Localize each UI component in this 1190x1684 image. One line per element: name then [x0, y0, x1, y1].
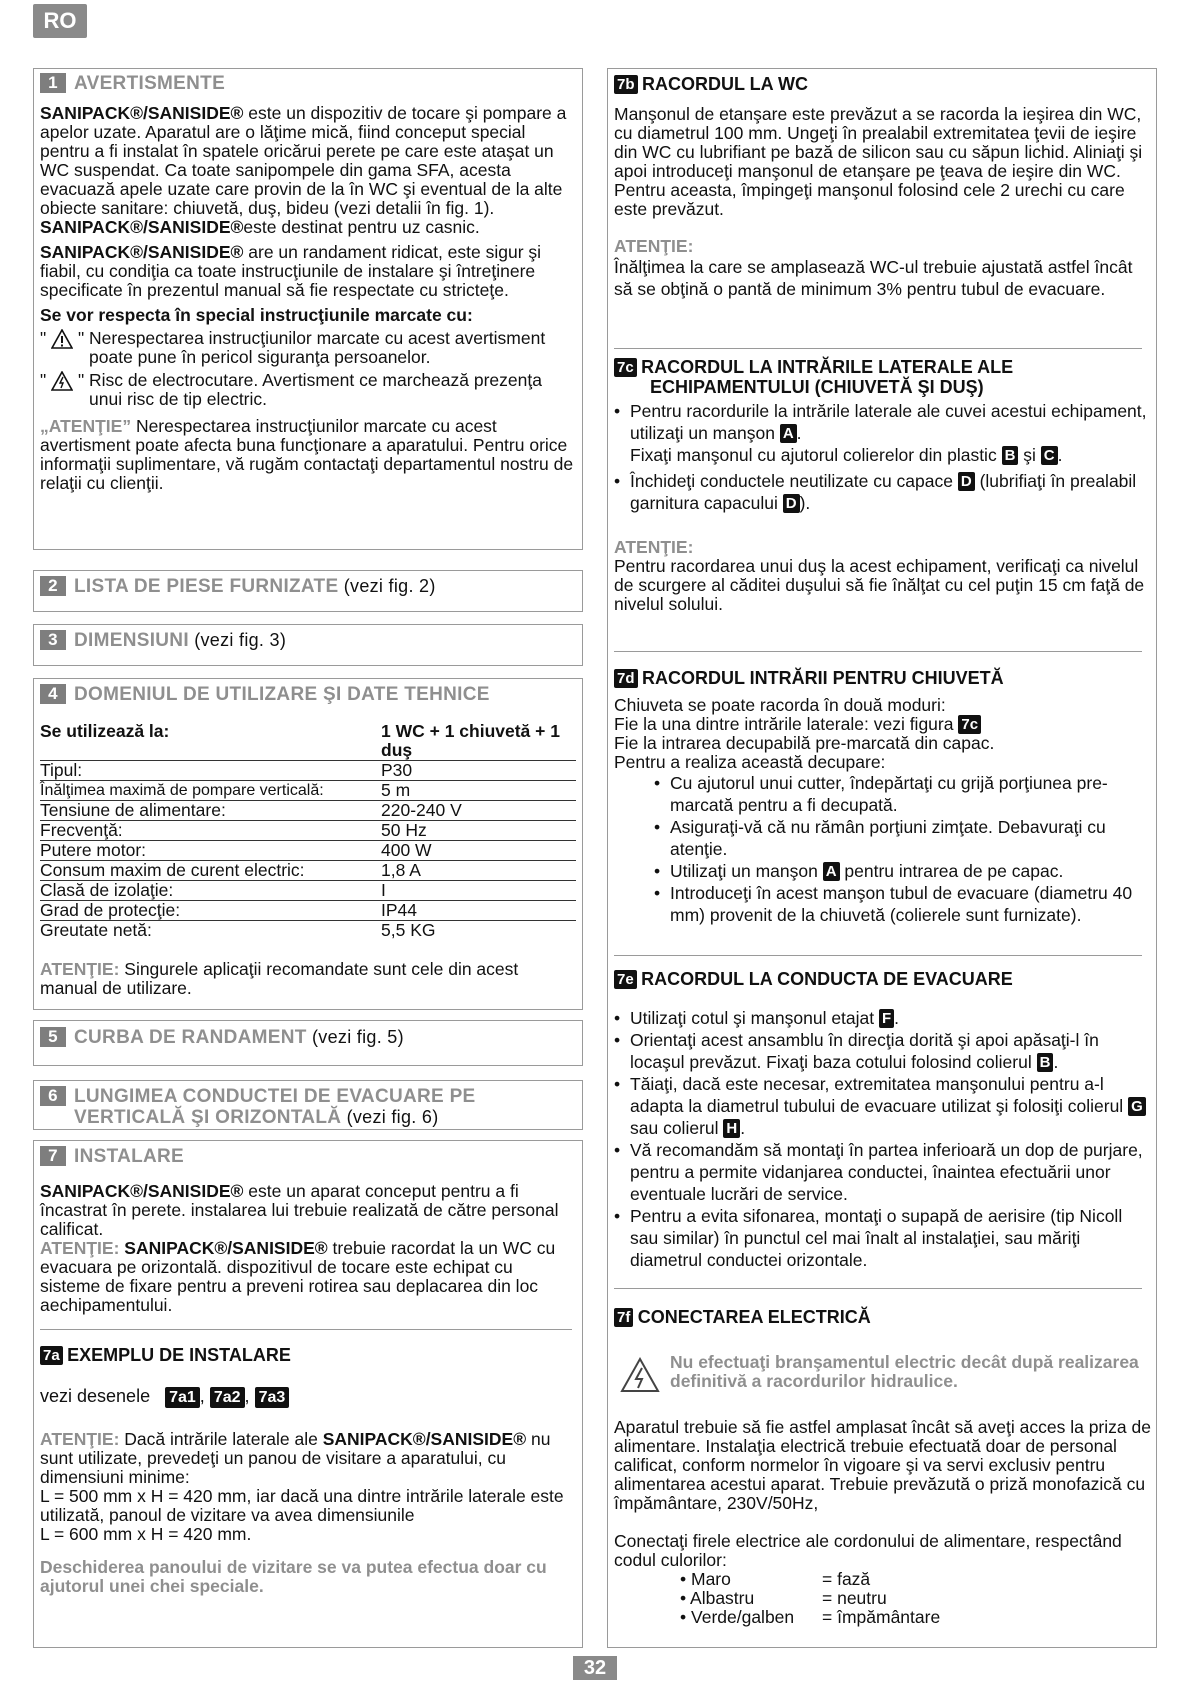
language-badge: RO [33, 4, 87, 38]
table-row: Înălţimea maximă de pompare verticală: 5 m [40, 781, 576, 801]
list-item: • Pentru racordurile la intrările laterale ale cuvei acestui echipament, utilizaţi un manşon A . Fixaţi manşonul cu ajutorul colierelor din plastic B şi C . [614, 400, 1150, 466]
figure-ref: 7a1 [165, 1387, 200, 1408]
table-row: Putere motor: 400 W [40, 841, 576, 861]
electric-warning: Nu efectuaţi branşamentul electric decât după realizarea definitivă a racordurilor hidraulice. [620, 1353, 1150, 1393]
list-item: • Tăiaţi, dacă este necesar, extremitatea manşonului pentru a-l adapta la diametrul tubului de evacuare utilizat şi folosiţi colierul G sau colierul H . [614, 1073, 1154, 1139]
section-7-heading: 7 INSTALARE [40, 1146, 184, 1168]
section-7f-body: Aparatul trebuie să fie astfel amplasat încât să aveţi acces la priza de alimentare. Instalaţia electrică trebuie efectuată doar de personal calificat, conform normelor în vigoare şi va servi exclusiv pentru alimentarea acestui aparat. Trebuie prevăzută o priză monofazică cu împământare, 230V/50Hz, Conectaţi firele electrice ale cordonului de alimentare, respectând codul culorilor: • Maro = fază • Albastru = neutru • Verde/galben = împământare [614, 1418, 1154, 1627]
section-1-body: SANIPACK®/SANISIDE® este un dispozitiv de tocare şi pompare a apelor uzate. Aparatul are o lăţime mică, fiind conceput special pentru a fi instalat în spatele oricărui perete pe care este ataşat un WC suspendat. Ca toate sanipompele din gama SFA, acesta evacuază apele uzate care provin de la în WC şi eventual de la alte obiecte sanitare: chiuvetă, duş, bideu (vezi detalii în fig. 1). SANIPACK®/SANISIDE®este destinat pentru uz casnic. SANIPACK®/SANISIDE® are un randament ridicat, este sigur şi fiabil, cu condiţia ca toate instrucţiunile de instalare şi întreţinere specificate în prezentul manual să fie respectate cu stricteţe. Se vor respecta în special instrucţiunile marcate cu: " " Nerespectarea instrucţiunilor marcate cu acest avertisment poate pune în pericol siguranţa persoanelor. " " Risc de electrocutare. Avertisment ce marchează prezenţa unui risc de tip electric. „ATENŢIE” Nerespectarea instrucţiunilor marcate cu acest avertisment poate afecta buna funcţionare a aparatului. Pentru orice informaţii suplimentare, vă rugăm contactaţi departamentul nostru de relaţii cu clienţii. [40, 103, 574, 493]
section-7-body: SANIPACK®/SANISIDE® este un aparat conceput pentru a fi încastrat în perete. instalarea lui trebuie realizată de către personal calificat. ATENŢIE: SANIPACK®/SANISIDE® trebuie racordat la un WC cu evacuara pe orizontală. dispozitivul de tocare este echipat cu sisteme de fixare pentru a preveni rotirea sau deplacarea din loc aechipamentului. [40, 1181, 559, 1315]
section-7a-see-drawings: vezi desenele 7a1 , 7a2 , 7a3 [40, 1386, 289, 1408]
section-7d-heading: 7d RACORDUL INTRĂRII PENTRU CHIUVETĂ [614, 668, 1004, 689]
section-3-heading: 3 DIMENSIUNI (vezi fig. 3) [40, 630, 286, 652]
list-item: • Închideţi conductele neutilizate cu capace D (lubrifiaţi în prealabil garnitura capacului D ). [614, 470, 1150, 514]
electric-hazard-icon [620, 1357, 660, 1393]
list-item: • Cu ajutorul unui cutter, îndepărtaţi cu grijă porţiunea pre-marcată pentru a fi decupată. [654, 772, 1150, 816]
table-row: Grad de protecţie: IP44 [40, 901, 576, 921]
section-7c-list: • Pentru racordurile la intrările laterale ale cuvei acestui echipament, utilizaţi un manşon A . Fixaţi manşonul cu ajutorul colierelor din plastic B şi C . • Închideţi conductele neutilizate cu capace D (lubrifiaţi în prealabil garnitura capacului D ). ATENŢIE: Pentru racordarea unui duş la acest echipament, verificaţi ca nivelul de scurgere al căditei duşului să fie înălţat cu cel puţin 15 cm faţă de nivelul solului. [614, 400, 1150, 614]
section-2-heading: 2 LISTA DE PIESE FURNIZATE (vezi fig. 2) [40, 576, 436, 598]
section-7a-body: ATENŢIE: Dacă intrările laterale ale SANIPACK®/SANISIDE® nu sunt utilizate, prevedeţi un panou de visitare a aparatului, cu dimensiuni minime: L = 500 mm x H = 420 mm, iar dacă una dintre intrările laterale este utilizată, panoul de vizitare va avea dimensiunile L = 600 mm x H = 420 mm. Deschiderea panoului de vizitare se va putea efectua doar cu ajutorul unei chei speciale. [40, 1429, 564, 1596]
list-item: • Introduceţi în acest manşon tubul de evacuare (diametru 40 mm) provenit de la chiuvetă (colierele sunt furnizate). [654, 882, 1150, 926]
table-row: Tipul: P30 [40, 761, 576, 781]
section-7f-heading: 7f CONECTAREA ELECTRICĂ [614, 1307, 871, 1328]
electric-hazard-icon [51, 371, 73, 391]
section-7b-heading: 7b RACORDUL LA WC [614, 74, 808, 95]
table-row: Tensiune de alimentare: 220-240 V [40, 801, 576, 821]
section-7e-list [614, 1007, 1154, 1271]
list-item: • Maro = fază [680, 1569, 871, 1589]
section-5-heading: 5 CURBA DE RANDAMENT (vezi fig. 5) [40, 1027, 404, 1049]
list-item: • Albastru = neutru [680, 1588, 887, 1608]
divider [40, 1329, 572, 1330]
section-4-heading: 4 DOMENIUL DE UTILIZARE ŞI DATE TEHNICE [40, 684, 490, 706]
list-item: • Utilizaţi un manşon A pentru intrarea de pe capac. [654, 860, 1150, 882]
wire-color-list [614, 1570, 1154, 1627]
list-item: • Orientaţi acest ansamblu în direcţia dorită şi apoi apăsaţi-l în locaşul prevăzut. Fixaţi baza cotului folosind colierul B . [614, 1029, 1154, 1073]
list-item: • Asiguraţi-vă că nu rămân porţiuni zimţate. Debavuraţi cu atenţie. [654, 816, 1150, 860]
figure-ref: 7a2 [210, 1387, 245, 1408]
section-7c-heading: 7c RACORDUL LA INTRĂRILE LATERALE ALE ECHIPAMENTULUI (CHIUVETĂ ŞI DUŞ) [614, 358, 1013, 398]
table-row: Clasă de izolaţie: I [40, 881, 576, 901]
table-row: Consum maxim de curent electric: 1,8 A [40, 861, 576, 881]
section-7d-body: Chiuveta se poate racorda în două moduri: Fie la una dintre intrările laterale: vezi figura 7c Fie la intrarea decupabilă pre-marcată din capac. Pentru a realiza această decupare: • Cu ajutorul unui cutter, îndepărtaţi cu grijă porţiunea pre-marcată pentru a fi decupată. • Asiguraţi-vă că nu rămân porţiuni zimţate. Debavuraţi cu atenţie. • Utilizaţi un manşon A pentru intrarea de pe capac. • Introduceţi în acest manşon tubul de evacuare (diametru 40 mm) provenit de la chiuvetă (colierele sunt furnizate). [614, 696, 1150, 926]
section-7e-heading: 7e RACORDUL LA CONDUCTA DE EVACUARE [614, 969, 1013, 990]
section-1-heading: 1 AVERTISMENTE [40, 73, 225, 95]
divider [614, 651, 1142, 652]
list-item: • Verde/galben = împământare [680, 1607, 941, 1627]
tech-data-table: Se utilizează la: 1 WC + 1 chiuvetă + 1 duş Tipul: P30 Înălţimea maximă de pompare verticală: 5 m Tensiune de alimentare: 220-240 V Frecvenţă: 50 Hz Putere motor: 400 W Consum maxim de curent electric: 1,8 A Clasă de izolaţie: I Grad de protecţie: IP44 Greutate netă: 5,5 KG [40, 722, 576, 940]
table-row: Frecvenţă: 50 Hz [40, 821, 576, 841]
section-4-note: ATENŢIE: Singurele aplicaţii recomandate sunt cele din acest manual de utilizare. [40, 959, 519, 998]
list-item: • Utilizaţi cotul şi manşonul etajat F . [614, 1007, 1154, 1029]
section-7a-heading: 7a EXEMPLU DE INSTALARE [40, 1345, 291, 1366]
section-7b-body: Manşonul de etanşare este prevăzut a se racorda la ieşirea din WC, cu diametrul 100 mm. Ungeţi în prealabil extremitatea ţevii de ieşire din WC cu lubrifiant pe bază de silicon sau cu săpun lichid. Aliniaţi şi apoi introduceţi manşonul de etanşare pe ţeava de ieşire din WC. Pentru aceasta, împingeţi manşonul folosind cele 2 urechi cu care este prevăzut. ATENŢIE: Înălţimea la care se amplasează WC-ul trebuie ajustată astfel încât să se obţină o pantă de minimum 3% pentru tubul de evacuare. [614, 104, 1143, 299]
divider [614, 1288, 1142, 1289]
table-row: Greutate netă: 5,5 KG [40, 920, 436, 940]
section-number: 1 [40, 73, 66, 93]
section-6-heading: 6 LUNGIMEA CONDUCTEI DE EVACUARE PE VERTICALĂ ŞI ORIZONTALĂ (vezi fig. 6) [40, 1086, 476, 1128]
warning-triangle-icon [51, 329, 73, 349]
page-number: 32 [573, 1656, 617, 1680]
list-item: • Pentru a evita sifonarea, montaţi o supapă de aerisire (tip Nicoll sau similar) în punctul cel mai înalt al instalaţiei, sau măriţi diametrul conductei orizontale. [614, 1205, 1154, 1271]
list-item: • Vă recomandăm să montaţi în partea inferioară un dop de purjare, pentru a permite vidanjarea conductei, înaintea efectuării unor eventuale lucrări de service. [614, 1139, 1154, 1205]
divider [614, 348, 1142, 349]
figure-ref: 7a3 [255, 1387, 290, 1408]
divider [614, 955, 1142, 956]
tech-data-rows [40, 761, 576, 940]
